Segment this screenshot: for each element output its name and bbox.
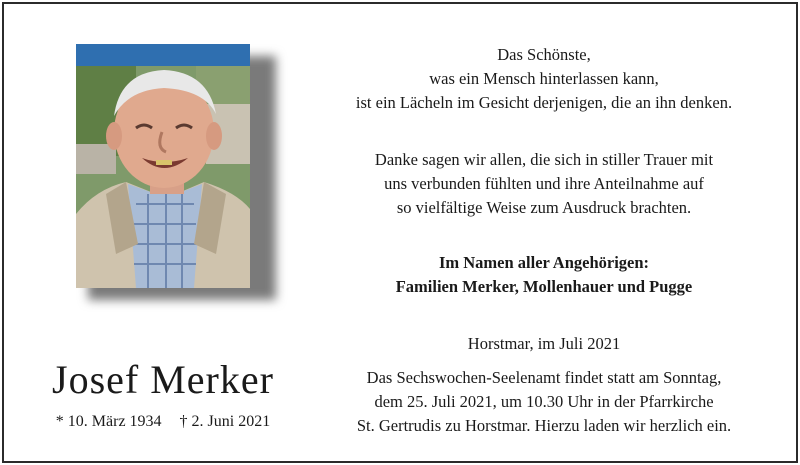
family-line: Im Namen aller Angehörigen: bbox=[438, 253, 650, 272]
mass-announcement bbox=[304, 366, 784, 438]
memorial-quote bbox=[304, 43, 784, 115]
death-date: † 2. Juni 2021 bbox=[179, 413, 271, 430]
mass-line: St. Gertrudis zu Horstmar. Hierzu laden wir herzlich ein. bbox=[356, 416, 732, 435]
quote-line: was ein Mensch hinterlassen kann, bbox=[429, 69, 659, 88]
portrait-photo bbox=[76, 44, 250, 288]
thanks-line: uns verbunden fühlten und ihre Anteilnahme auf bbox=[384, 174, 704, 193]
deceased-name: Josef Merker bbox=[52, 357, 274, 402]
quote-line: ist ein Lächeln im Gesicht derjenigen, die an ihn denken. bbox=[355, 93, 733, 112]
mass-line: Das Sechswochen-Seelenamt findet statt am Sonntag, bbox=[366, 368, 722, 387]
life-dates bbox=[18, 411, 308, 433]
quote-line: Das Schönste, bbox=[497, 45, 591, 64]
mass-line: dem 25. Juli 2021, um 10.30 Uhr in der Pfarrkirche bbox=[374, 392, 714, 411]
portrait-illustration bbox=[76, 44, 250, 288]
family-signature bbox=[304, 251, 784, 299]
thanks-paragraph bbox=[304, 148, 784, 220]
place-date-text: Horstmar, im Juli 2021 bbox=[467, 334, 621, 353]
birth-date: * 10. März 1934 bbox=[55, 413, 162, 430]
family-line: Familien Merker, Mollenhauer und Pugge bbox=[395, 277, 693, 296]
thanks-line: so vielfältige Weise zum Ausdruck brachten. bbox=[396, 198, 692, 217]
thanks-line: Danke sagen wir allen, die sich in stiller Trauer mit bbox=[374, 150, 714, 169]
obituary-card bbox=[2, 2, 798, 463]
place-date bbox=[304, 332, 784, 356]
